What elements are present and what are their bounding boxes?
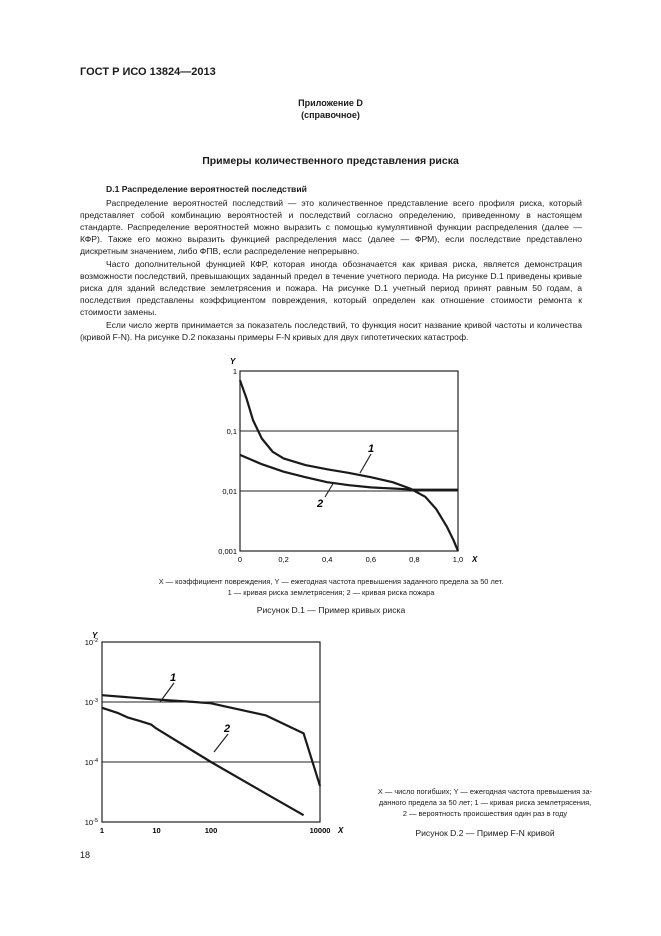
fig2-y-tick-label: $10^{-4}$	[84, 758, 98, 767]
fig1-series-1-line	[240, 380, 458, 551]
figure1-caption-line1: X — коэффициент повреждения, Y — ежегодная частота превышения заданного предела за 50 лет.	[158, 577, 504, 586]
figure2-caption-line3: 2 — вероятность происшествия один раз в году	[402, 809, 568, 818]
annex-note: (справочное)	[301, 110, 360, 120]
fig2-y-tick-label: $10^{-2}$	[84, 638, 98, 647]
fig1-x-tick-label: 0	[237, 555, 243, 564]
section-title: Примеры количественного представления риска	[202, 155, 459, 167]
fig1-y-tick-label: 0,1	[226, 427, 237, 436]
figure1-caption-line2: 1 — кривая риска землетрясения; 2 — кривая риска пожара	[227, 588, 435, 597]
fig1-x-tick-label: 0,2	[278, 555, 289, 564]
figure2-title: Рисунок D.2 — Пример F-N кривой	[415, 828, 555, 838]
fig1-x-tick-label: 0,4	[321, 555, 333, 564]
fig1-plot-frame	[240, 371, 458, 551]
fig2-x-tick-label: 100	[204, 826, 218, 835]
fig2-label-2: 2	[224, 723, 231, 735]
fig2-label-1: 1	[170, 672, 177, 684]
paragraph-1: Распределение вероятностей последствий — это количественное представление всего профиля риска, который представляет собой комбинацию вероятностей и последствий согласно определению, приведенному в настоящем стандарте. Распределение вероятностей можно выразить с помощью кумулятивной функции распределения (далее — КФР). Также его можно выразить функцией распределения масс (далее — ФРМ), если последствие представлено дискретным значением, либо ФПВ, если распределение непрерывно.	[80, 198, 582, 257]
fig1-x-tick-label: 0,8	[409, 555, 420, 564]
fig1-x-tick-label: 0,6	[365, 555, 377, 564]
fig2-leader-2	[214, 734, 228, 752]
document-header: ГОСТ Р ИСО 13824—2013	[80, 66, 216, 78]
fig1-label-2: 2	[317, 498, 324, 510]
paragraph-3: Если число жертв принимается за показатель последствий, то функция носит название кривой частоты и количества (кривой F-N). На рисунке D.2 показаны примеры F-N кривых для двух гипотетических катастроф.	[80, 320, 582, 343]
figure2-chart	[62, 630, 352, 840]
fig1-leader-1	[360, 454, 371, 473]
subsection-title: D.1 Распределение вероятностей последствий	[106, 184, 307, 194]
fig2-x-tick-label: 10000	[309, 826, 331, 835]
figure1-title: Рисунок D.1 — Пример кривых риска	[256, 605, 406, 615]
fig1-y-axis-label: Y	[230, 357, 236, 366]
figure2-caption-line1: X — число погибших; Y — ежегодная частота превышения за-	[377, 787, 593, 796]
page-number: 18	[80, 850, 91, 860]
fig1-x-tick-label: 1,0	[452, 555, 464, 564]
figure2-caption-line2: данного предела за 50 лет; 1 — кривая риска землетрясения,	[378, 798, 592, 807]
fig1-leader-2	[325, 482, 334, 497]
fig2-series-1-line	[102, 695, 320, 786]
figure2-series-labels	[160, 672, 230, 752]
fig2-y-tick-label: $10^{-3}$	[84, 698, 98, 707]
fig2-plot-frame	[102, 642, 320, 822]
annex-title: Приложение D	[298, 98, 363, 108]
paragraph-2: Часто дополнительной функцией КФР, которая иногда обозначается как кривая риска, является демонстрация возможности последствий, превышающих заданный предел в течение учетного периода. На рисунке D.1 приведены кривые риска для зданий вследствие землетрясения и пожара. На рисунке D.1 учетный период принят равным 50 годам, а последствия представлены коэффициентом повреждения, который определен как отношение стоимости ремонта к стоимости замены.	[80, 259, 582, 318]
fig1-x-axis-label: X	[472, 555, 478, 564]
fig2-x-axis-label: X	[338, 826, 344, 835]
fig2-x-tick-label: 1	[99, 826, 105, 835]
fig1-y-tick-label: 0,01	[222, 487, 237, 496]
figure1-chart	[200, 348, 490, 573]
fig2-x-tick-label: 10	[152, 826, 161, 835]
fig1-label-1: 1	[368, 443, 375, 455]
fig1-y-tick-label: 0,001	[218, 547, 237, 556]
fig2-y-axis-label: Y	[92, 631, 98, 640]
fig1-y-tick-label: 1	[232, 367, 237, 376]
fig2-y-tick-label: $10^{-5}$	[84, 818, 98, 827]
